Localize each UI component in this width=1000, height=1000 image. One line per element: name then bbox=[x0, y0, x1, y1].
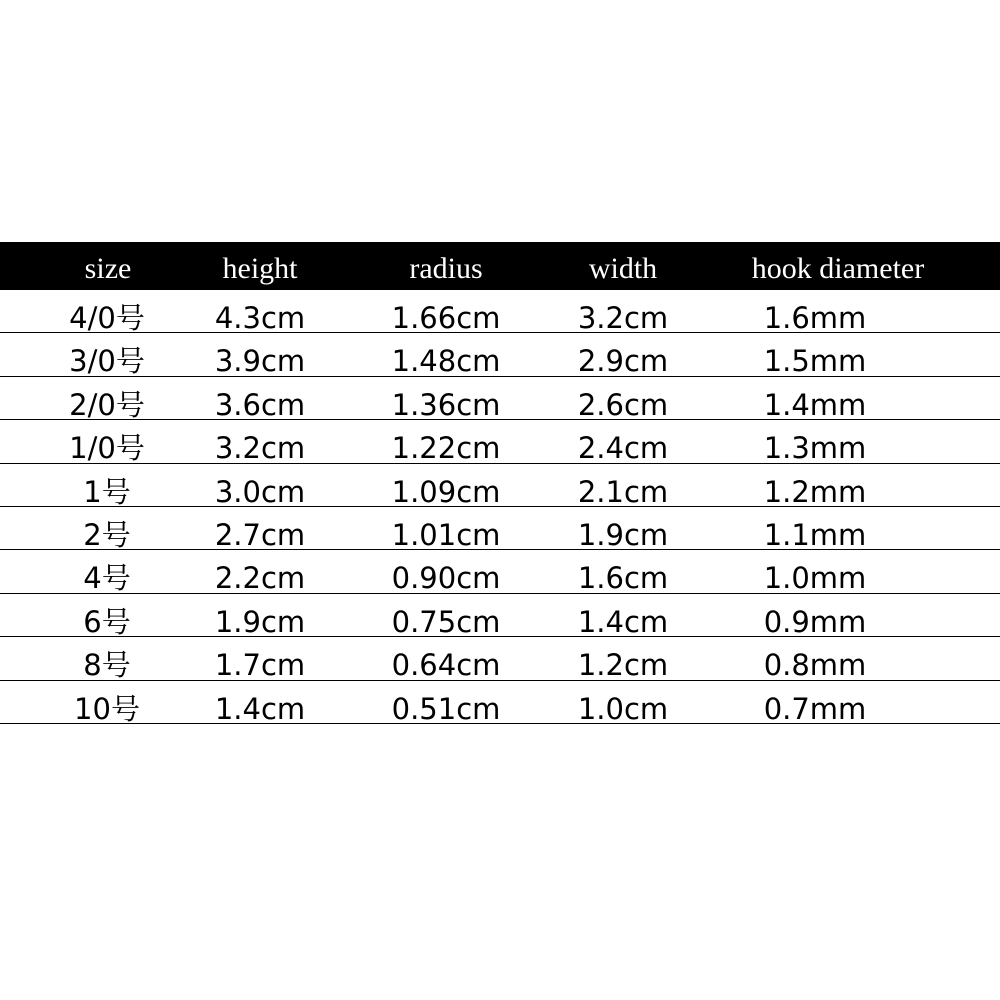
cell-height: 1.9cm bbox=[214, 604, 306, 639]
table-row bbox=[0, 333, 1000, 379]
cell-hook-diameter: 1.2mm bbox=[763, 474, 867, 509]
cell-hook-diameter: 0.7mm bbox=[763, 691, 867, 726]
cell-width: 2.4cm bbox=[577, 431, 669, 466]
cell-radius: 0.64cm bbox=[391, 648, 501, 683]
cell-width: 2.6cm bbox=[577, 387, 669, 422]
cell-size: 6号 bbox=[83, 604, 131, 639]
cell-size: 1号 bbox=[83, 474, 131, 509]
cell-size: 4/0号 bbox=[69, 301, 145, 335]
cell-width: 1.2cm bbox=[577, 648, 669, 683]
cell-radius: 1.22cm bbox=[391, 431, 501, 466]
cell-size: 1/0号 bbox=[69, 431, 145, 466]
header-width: width bbox=[588, 252, 658, 285]
cell-radius: 1.66cm bbox=[391, 301, 501, 335]
table-row bbox=[0, 594, 1000, 637]
cell-width: 1.9cm bbox=[577, 517, 669, 552]
cell-radius: 1.36cm bbox=[391, 387, 501, 422]
cell-width: 3.2cm bbox=[577, 301, 669, 335]
cell-height: 3.0cm bbox=[214, 474, 306, 509]
header-size: size bbox=[84, 252, 132, 285]
cell-hook-diameter: 1.1mm bbox=[763, 517, 867, 552]
cell-radius: 0.90cm bbox=[391, 561, 501, 596]
cell-radius: 0.51cm bbox=[391, 691, 501, 726]
table-row bbox=[0, 420, 1000, 466]
cell-height: 3.9cm bbox=[214, 344, 306, 379]
header-radius: radius bbox=[409, 252, 483, 285]
cell-height: 1.4cm bbox=[214, 691, 306, 726]
cell-hook-diameter: 1.6mm bbox=[763, 301, 867, 335]
cell-radius: 1.01cm bbox=[391, 517, 501, 552]
cell-height: 4.3cm bbox=[214, 301, 306, 335]
cell-radius: 1.48cm bbox=[391, 344, 501, 379]
cell-width: 2.9cm bbox=[577, 344, 669, 379]
cell-width: 2.1cm bbox=[577, 474, 669, 509]
cell-size: 2号 bbox=[83, 517, 131, 552]
cell-size: 2/0号 bbox=[69, 387, 145, 422]
cell-hook-diameter: 1.0mm bbox=[763, 561, 867, 596]
cell-hook-diameter: 1.3mm bbox=[763, 431, 867, 466]
cell-width: 1.4cm bbox=[577, 604, 669, 639]
cell-height: 3.6cm bbox=[214, 387, 306, 422]
cell-hook-diameter: 1.5mm bbox=[763, 344, 867, 379]
table-row bbox=[0, 464, 1000, 507]
cell-size: 8号 bbox=[83, 648, 131, 683]
header-height: height bbox=[222, 252, 298, 285]
table-row bbox=[0, 681, 1000, 724]
cell-height: 1.7cm bbox=[214, 648, 306, 683]
cell-radius: 1.09cm bbox=[391, 474, 501, 509]
cell-width: 1.6cm bbox=[577, 561, 669, 596]
cell-height: 3.2cm bbox=[214, 431, 306, 466]
cell-hook-diameter: 0.9mm bbox=[763, 604, 867, 639]
cell-height: 2.7cm bbox=[214, 517, 306, 552]
cell-size: 4号 bbox=[83, 561, 131, 596]
cell-height: 2.2cm bbox=[214, 561, 306, 596]
table-row bbox=[0, 550, 1000, 596]
table-header-row bbox=[0, 242, 1000, 290]
table-row bbox=[0, 290, 1000, 333]
cell-width: 1.0cm bbox=[577, 691, 669, 726]
size-table bbox=[0, 242, 1000, 724]
table-body bbox=[0, 290, 1000, 724]
cell-size: 10号 bbox=[74, 691, 140, 726]
cell-hook-diameter: 1.4mm bbox=[763, 387, 867, 422]
cell-hook-diameter: 0.8mm bbox=[763, 648, 867, 683]
header-hook-diameter: hook diameter bbox=[751, 252, 925, 285]
table-row bbox=[0, 377, 1000, 420]
cell-size: 3/0号 bbox=[69, 344, 145, 379]
cell-radius: 0.75cm bbox=[391, 604, 501, 639]
table-row bbox=[0, 507, 1000, 550]
table-row bbox=[0, 637, 1000, 683]
